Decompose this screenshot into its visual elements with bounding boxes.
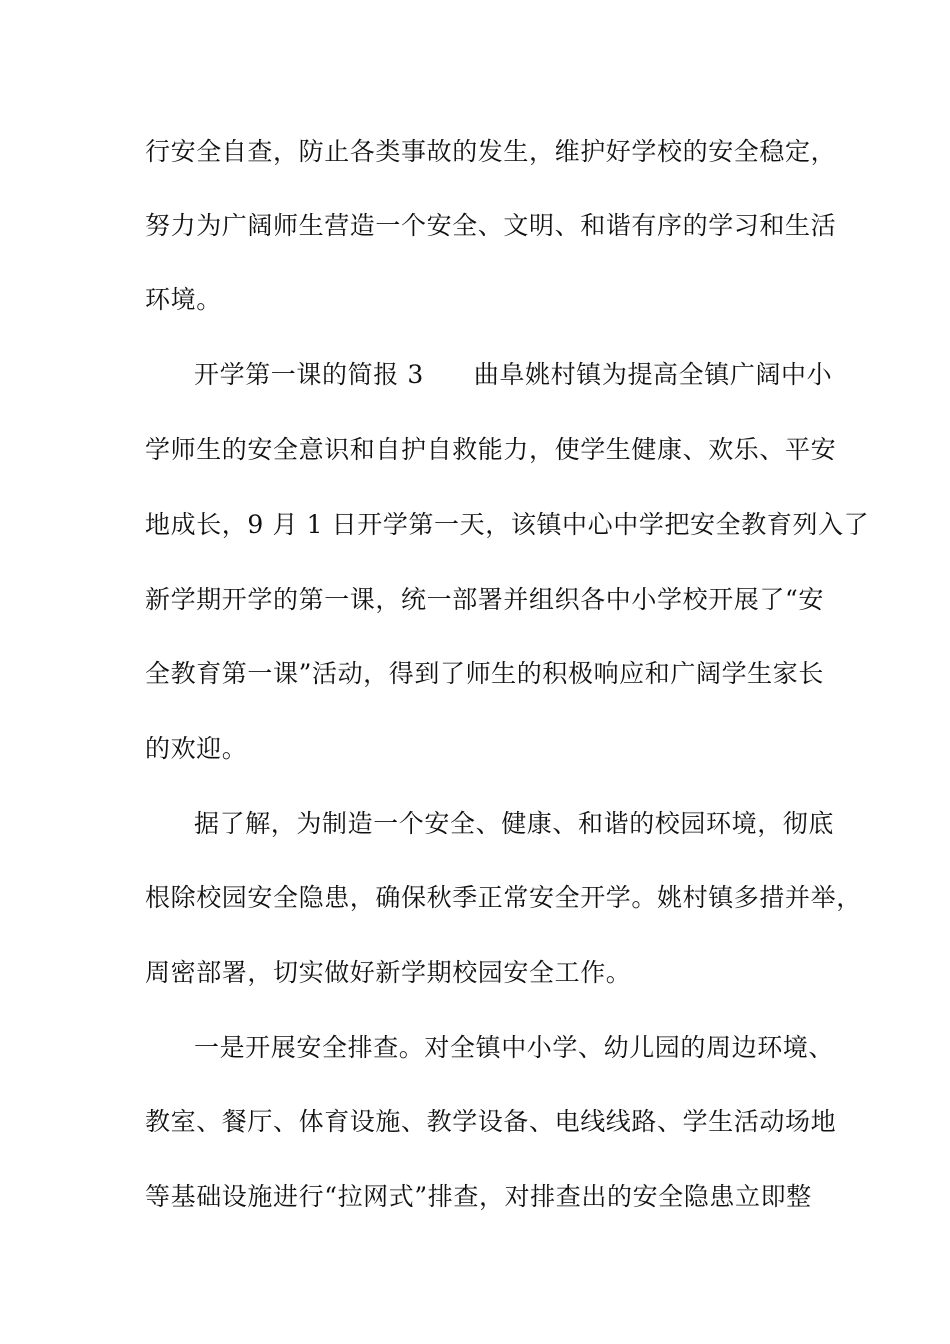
- paragraph-first-line: 一是开展安全排查。对全镇中小学、幼儿园的周边环境、: [194, 1033, 835, 1062]
- text-line: 等基础设施进行“拉网式”排查，对排查出的安全隐患立即整: [145, 1182, 812, 1211]
- text-line: 行安全自查，防止各类事故的发生，维护好学校的安全稳定，: [145, 137, 837, 166]
- text-line: 根除校园安全隐患，确保秋季正常安全开学。姚村镇多措并举，: [145, 883, 862, 912]
- text-line: 新学期开学的第一课，统一部署并组织各中小学校开展了“安: [145, 585, 824, 614]
- text-line: 全教育第一课”活动，得到了师生的积极响应和广阔学生家长: [145, 659, 824, 688]
- text-line: 教室、餐厅、体育设施、教学设备、电线线路、学生活动场地: [145, 1107, 837, 1136]
- text-line: 的欢迎。: [145, 734, 248, 763]
- paragraph-first-line: 据了解，为制造一个安全、健康、和谐的校园环境，彻底: [194, 809, 835, 838]
- paragraph-start: 曲阜姚村镇为提高全镇广阔中小: [473, 360, 833, 389]
- section-heading-line: [194, 360, 832, 390]
- text-line: 环境。: [145, 285, 222, 314]
- text-line: 学师生的安全意识和自护自救能力，使学生健康、欢乐、平安: [145, 435, 837, 464]
- section-heading: 开学第一课的简报 3: [194, 360, 424, 389]
- text-line: 努力为广阔师生营造一个安全、文明、和谐有序的学习和生活: [145, 211, 837, 240]
- text-line: 周密部署，切实做好新学期校园安全工作。: [145, 958, 632, 987]
- text-line: 地成长，9 月 1 日开学第一天，该镇中心中学把安全教育列入了: [145, 510, 870, 539]
